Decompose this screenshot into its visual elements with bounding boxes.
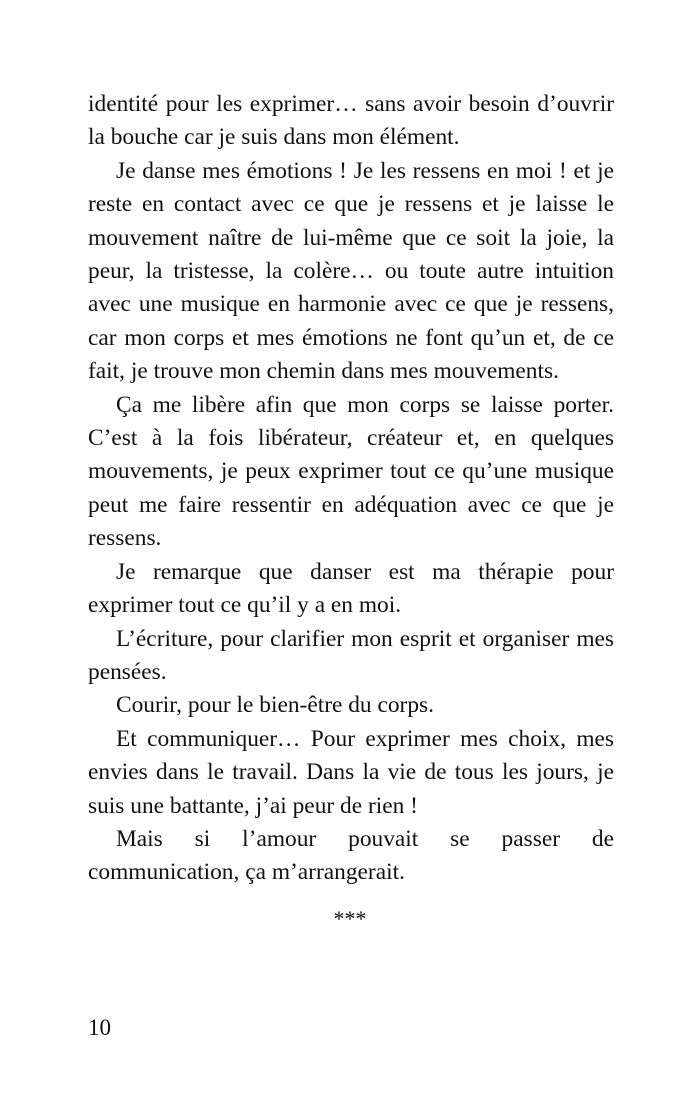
paragraph-continuation: identité pour les exprimer… sans avoir besoin d’ouvrir la bouche car je suis dans mon élément. — [88, 91, 614, 151]
paragraph-running: Courir, pour le bien-être du corps. — [116, 692, 434, 719]
paragraph-liberation: Ça me libère afin que mon corps se laisse porter. C’est à la fois libérateur, créateur et, en quelques mouvements, je peux exprimer tout ce qu’une musique peut me faire ressentir en adéquation avec ce que je ressens. — [88, 391, 614, 552]
paragraph-writing: L’écriture, pour clarifier mon esprit et organiser mes pensées. — [88, 625, 614, 685]
section-separator: *** — [333, 906, 367, 931]
paragraph-therapy: Je remarque que danser est ma thérapie pour exprimer tout ce qu’il y a en moi. — [88, 558, 614, 619]
paragraph-dance-emotions: Je danse mes émotions ! Je les ressens en moi ! et je reste en contact avec ce que je ressens et je laisse le mouvement naître de lui-même que ce soit la joie, la peur, la tristesse, la colère… ou toute autre intuition avec une musique en harmonie avec ce que je ressens, car mon corps et mes émotions ne font qu’un et, de ce fait, je trouve mon chemin dans mes mouvements. — [88, 157, 614, 385]
page-number: 10 — [88, 1015, 111, 1040]
paragraph-communicate: Et communiquer… Pour exprimer mes choix, mes envies dans le travail. Dans la vie de tous les jours, je suis une battante, j’ai peur de rien ! — [88, 725, 614, 819]
body-text — [88, 88, 614, 890]
paragraph-love: Mais si l’amour pouvait se passer de communication, ça m’arrangerait. — [88, 825, 614, 886]
